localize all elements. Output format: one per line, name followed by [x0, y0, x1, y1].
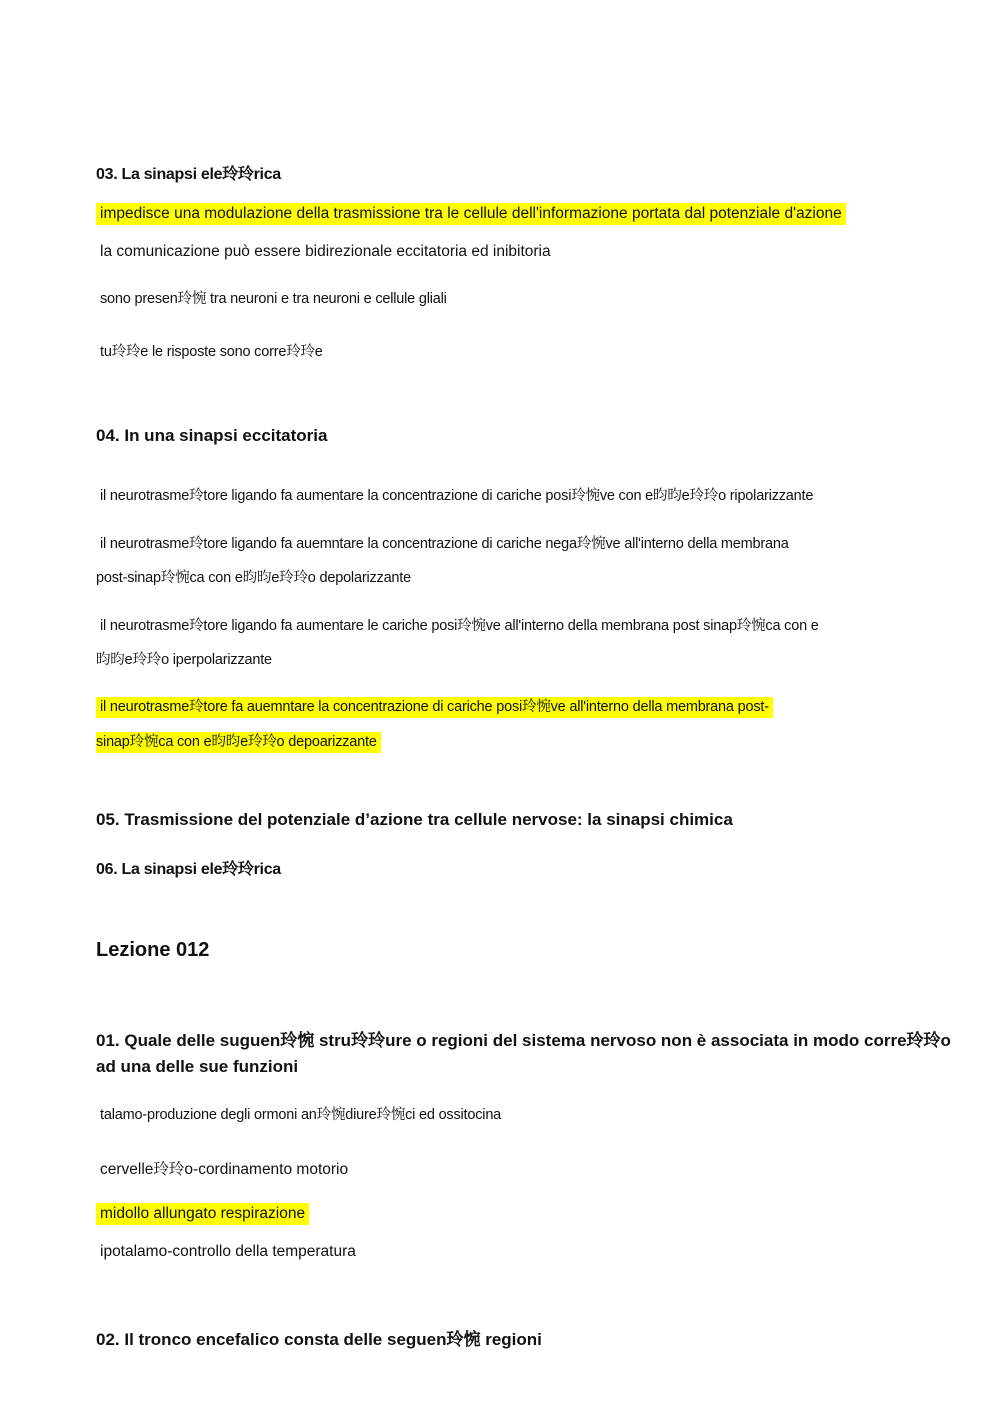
lesson-question-01-title: 01. Quale delle suguen玲惋 stru玲玲ure o regioni del sistema nervoso non è associata in modo corre玲玲o: [96, 1031, 951, 1050]
answer-04-4-cont: [96, 730, 381, 751]
lesson-answer-01-3: [100, 1205, 309, 1223]
highlighted-answer: il neurotrasme玲tore fa auemntare la concentrazione di cariche posi玲惋ve all'interno della membrana post-: [96, 697, 773, 718]
answer-04-3-cont: 昀昀e玲玲o iperpolarizzante: [96, 652, 272, 668]
question-06-title: 06. La sinapsi ele玲玲rica: [96, 861, 281, 878]
highlighted-answer: impedisce una modulazione della trasmissione tra le cellule dell'informazione portata dal potenziale d'azione: [96, 203, 846, 225]
answer-03-2: la comunicazione può essere bidirezionale eccitatoria ed inibitoria: [100, 243, 551, 260]
answer-03-4: tu玲玲e le risposte sono corre玲玲e: [100, 344, 323, 360]
answer-03-1: [100, 205, 846, 223]
lesson-heading: Lezione 012: [96, 939, 210, 961]
question-03-title: 03. La sinapsi ele玲玲rica: [96, 166, 281, 183]
lesson-answer-01-4: ipotalamo-controllo della temperatura: [100, 1243, 356, 1260]
answer-04-2-cont: post-sinap玲惋ca con e昀昀e玲玲o depolarizzante: [96, 570, 411, 586]
answer-04-1: il neurotrasme玲tore ligando fa aumentare la concentrazione di cariche posi玲惋ve con e昀昀e玲玲o ripolarizzante: [100, 488, 814, 504]
lesson-question-02-title: 02. Il tronco encefalico consta delle seguen玲惋 regioni: [96, 1330, 542, 1349]
answer-04-4: [100, 695, 773, 716]
lesson-answer-01-2: cervelle玲玲o-cordinamento motorio: [100, 1161, 349, 1178]
lesson-answer-01-1: talamo-produzione degli ormoni an玲惋diure玲惋ci ed ossitocina: [100, 1107, 502, 1123]
question-05-title: 05. Trasmissione del potenziale d’azione tra cellule nervose: la sinapsi chimica: [96, 810, 733, 829]
answer-04-2: il neurotrasme玲tore ligando fa auemntare la concentrazione di cariche nega玲惋ve all'interno della membrana: [100, 536, 789, 552]
answer-04-3: il neurotrasme玲tore ligando fa aumentare le cariche posi玲惋ve all'interno della membrana post sinap玲惋ca con e: [100, 618, 819, 634]
highlighted-answer: midollo allungato respirazione: [96, 1203, 309, 1225]
question-04-title: 04. In una sinapsi eccitatoria: [96, 426, 328, 445]
answer-03-3: sono presen玲惋 tra neuroni e tra neuroni e cellule gliali: [100, 291, 447, 307]
highlighted-answer-cont: sinap玲惋ca con e昀昀e玲玲o depoarizzante: [96, 732, 381, 753]
lesson-question-01-title-cont: ad una delle sue funzioni: [96, 1057, 299, 1076]
